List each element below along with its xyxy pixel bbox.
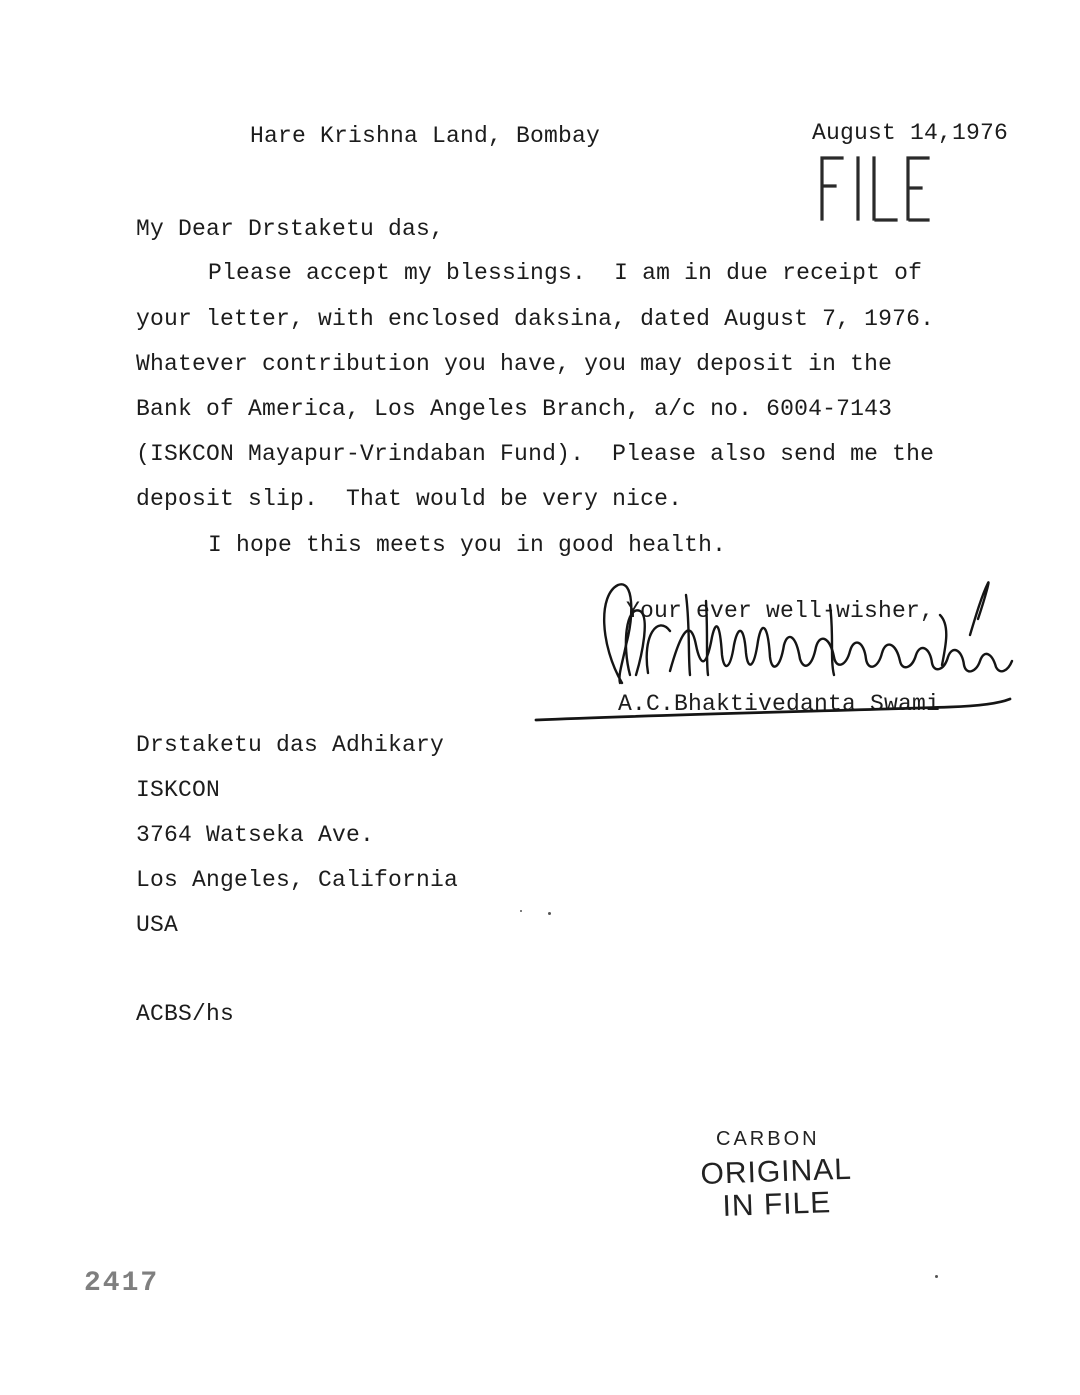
- body-line-2: your letter, with enclosed daksina, dated August 7, 1976.: [136, 306, 935, 332]
- carbon-stamp-line-3: IN FILE: [722, 1186, 832, 1223]
- address-line-2: ISKCON: [136, 777, 221, 803]
- paper-speck: [935, 1275, 938, 1278]
- address-line-3: 3764 Watseka Ave.: [136, 822, 375, 848]
- carbon-stamp-line-1: CARBON: [716, 1128, 820, 1150]
- carbon-stamp-line-2: ORIGINAL: [700, 1152, 853, 1191]
- body-line-7: I hope this meets you in good health.: [208, 532, 727, 558]
- typed-name: A.C.Bhaktivedanta Swami: [618, 691, 941, 717]
- body-line-6: deposit slip. That would be very nice.: [136, 486, 683, 512]
- body-line-5: (ISKCON Mayapur-Vrindaban Fund). Please also send me the: [136, 441, 935, 467]
- letter-place: Hare Krishna Land, Bombay: [250, 123, 601, 149]
- salutation: My Dear Drstaketu das,: [136, 216, 445, 242]
- body-line-3: Whatever contribution you have, you may deposit in the: [136, 351, 893, 377]
- signature: [530, 575, 1030, 725]
- letter-date: August 14,1976: [812, 120, 1009, 146]
- page-number-stamp: 2417: [84, 1268, 160, 1299]
- address-line-1: Drstaketu das Adhikary: [136, 732, 445, 758]
- address-line-5: USA: [136, 912, 179, 938]
- closing: Your ever well-wisher,: [626, 598, 935, 624]
- paper-speck: [520, 910, 522, 912]
- body-line-1: Please accept my blessings. I am in due receipt of: [208, 260, 923, 286]
- address-line-4: Los Angeles, California: [136, 867, 459, 893]
- body-line-4: Bank of America, Los Angeles Branch, a/c no. 6004-7143: [136, 396, 893, 422]
- paper-speck: [548, 912, 551, 915]
- reference-initials: ACBS/hs: [136, 1001, 235, 1027]
- file-stamp: [812, 150, 932, 230]
